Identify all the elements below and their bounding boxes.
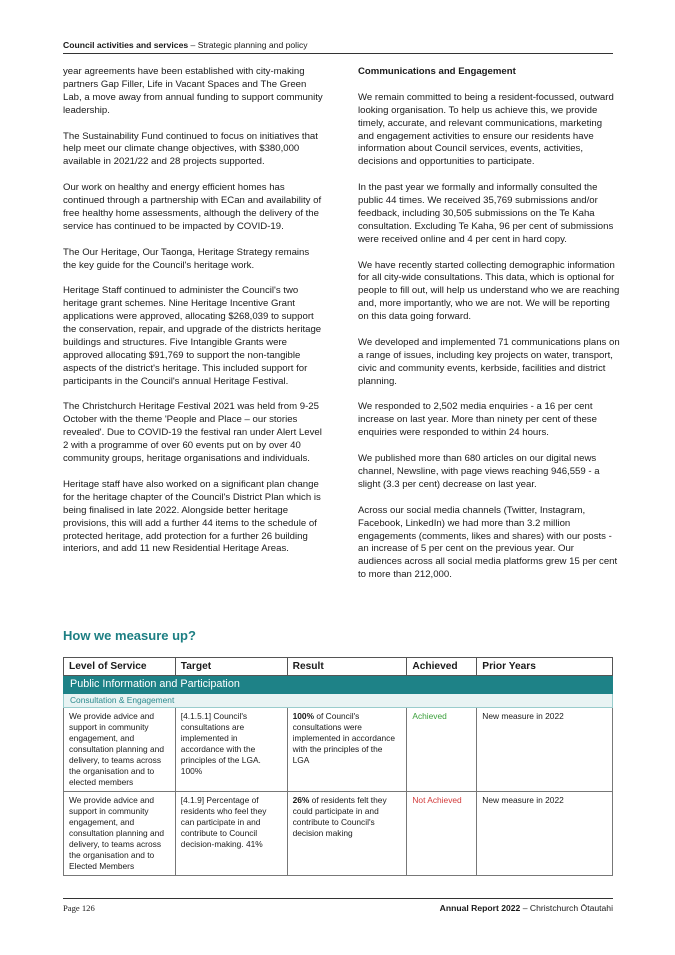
right-column	[358, 66, 620, 595]
measure-title: How we measure up?	[63, 628, 196, 643]
report-title	[440, 903, 613, 913]
paragraph: We published more than 680 articles on our digital news channel, Newsline, with page views reaching 946,559 - a slight (3.3 per cent) decrease on last year.	[358, 453, 600, 490]
column-header: Prior Years	[477, 658, 613, 676]
table-row	[64, 708, 613, 792]
report-name: Annual Report 2022	[439, 903, 521, 913]
result-cell	[287, 708, 407, 792]
table-row	[64, 792, 613, 876]
result-text: of Council's consultations were implemented in accordance with the principles of the LGA	[292, 711, 396, 765]
column-header: Result	[287, 658, 407, 676]
result-text: of residents felt they could participate in and contribute to Council's decision making	[292, 795, 387, 838]
paragraph: We remain committed to being a resident-focussed, outward looking organisation. To help us achieve this, we provide timely, accurate, and relevant communications, marketing and engagement activities to ensure our residents have information about Council services, events, activities, decisions and opportunities to participate.	[358, 91, 614, 168]
achieved-cell: Not Achieved	[407, 792, 477, 876]
paragraph: Heritage staff have also worked on a significant plan change for the heritage chapter of the Council's District Plan which is being finalised in late 2022. Alongside better heritage provisions, this will add a further 44 items to the schedule of protected heritage, add protection for a further 26 building interiors, and add 11 new Residential Heritage Areas.	[63, 478, 321, 555]
paragraph: year agreements have been established with city-making partners Gap Filler, Life in Vacant Spaces and The Green Lab, a move away from annual funding to support community leadership.	[63, 66, 323, 116]
category-label: Public Information and Participation	[64, 676, 613, 694]
header-subtitle: – Strategic planning and policy	[190, 40, 308, 50]
page-footer	[63, 898, 613, 913]
table-header-row	[64, 658, 613, 676]
prior-years-cell: New measure in 2022	[477, 792, 613, 876]
paragraph: We responded to 2,502 media enquiries - a 16 per cent increase on last year. More than ninety per cent of these enquiries were responded to within 24 hours.	[358, 401, 597, 439]
paragraph: The Sustainability Fund continued to focus on initiatives that help meet our climate change objectives, with $380,000 available in 2021/22 and 28 projects supported.	[63, 130, 318, 168]
page-number: Page 126	[63, 903, 95, 913]
subcategory-label: Consultation & Engagement	[64, 694, 613, 708]
header-section: Council activities and services	[63, 40, 189, 50]
target-cell: [4.1.9] Percentage of residents who feel they can participate in and contribute to Council decision-making. 41%	[175, 792, 287, 876]
paragraph: The Christchurch Heritage Festival 2021 was held from 9-25 October with the theme 'People and Place – our stories revealed'. Due to COVID-19 the festival ran under Alert Level 2 with a programme of over 60 events put on by over 40 community groups, heritage organisations and individuals.	[63, 401, 322, 465]
page-header	[63, 40, 613, 54]
category-row	[64, 676, 613, 694]
result-cell	[287, 792, 407, 876]
section-heading: Communications and Engagement	[358, 66, 516, 77]
subcategory-row	[64, 694, 613, 708]
achieved-cell: Achieved	[407, 708, 477, 792]
column-header: Target	[175, 658, 287, 676]
report-city: – Christchurch Ōtautahi	[520, 903, 613, 913]
paragraph: The Our Heritage, Our Taonga, Heritage Strategy remains the key guide for the Council's heritage work.	[63, 246, 310, 271]
paragraph: We developed and implemented 71 communications plans on a range of issues, including key projects on water, transport, civic and community events, kerbside, facilities and district planning.	[358, 336, 620, 387]
left-column	[63, 66, 325, 569]
level-of-service-cell: We provide advice and support in community engagement, and consultation planning and delivery, to teams across the organisation and to elected members	[64, 708, 176, 792]
column-header: Achieved	[407, 658, 477, 676]
result-value: 26%	[292, 795, 310, 805]
column-header: Level of Service	[64, 658, 176, 676]
paragraph: In the past year we formally and informally consulted the public 44 times. We received 35,769 submissions and/or feedback, including 30,505 submissions on the Te Kaha consultation. Excluding Te Kaha, 96 per cent of submissions were received online and 4 per cent in hard copy.	[358, 182, 614, 245]
paragraph: We have recently started collecting demographic information for all city-wide consultations. This data, which is optional for people to fill out, will help us understand who we are reaching and, more importantly, who we are not. We will be reporting on this data going forward.	[358, 259, 620, 323]
level-of-service-cell: We provide advice and support in community engagement, and consultation planning and delivery, to teams across the organisation and to Elected Members	[64, 792, 176, 876]
result-value: 100%	[292, 711, 315, 721]
paragraph: Our work on healthy and energy efficient homes has continued through a partnership with ECan and availability of free healthy home assessments, although the delivery of the service has continued to be impacted by COVID-19.	[63, 182, 322, 232]
measure-table	[63, 657, 613, 876]
paragraph: Across our social media channels (Twitter, Instagram, Facebook, LinkedIn) we had more than 3.2 million engagements (comments, likes and shares) with our posts - an increase of 5 per cent on the previous year. Our audiences across all social media platforms grew 15 per cent to more than 212,000.	[358, 504, 618, 581]
paragraph: Heritage Staff continued to administer the Council's two heritage grant schemes. Nine Heritage Incentive Grant applications were approved, allocating $268,039 to support the conservation, repair, and upgrade of the districts heritage buildings and structures. Five Intangible Grants were approved allocating $91,769 to support the non-tangible aspects of the district's heritage. This included support for participants in the Council's annual Heritage Festival.	[63, 285, 322, 387]
target-cell: [4.1.5.1] Council's consultations are implemented in accordance with the principles of the LGA. 100%	[175, 708, 287, 792]
prior-years-cell: New measure in 2022	[477, 708, 613, 792]
